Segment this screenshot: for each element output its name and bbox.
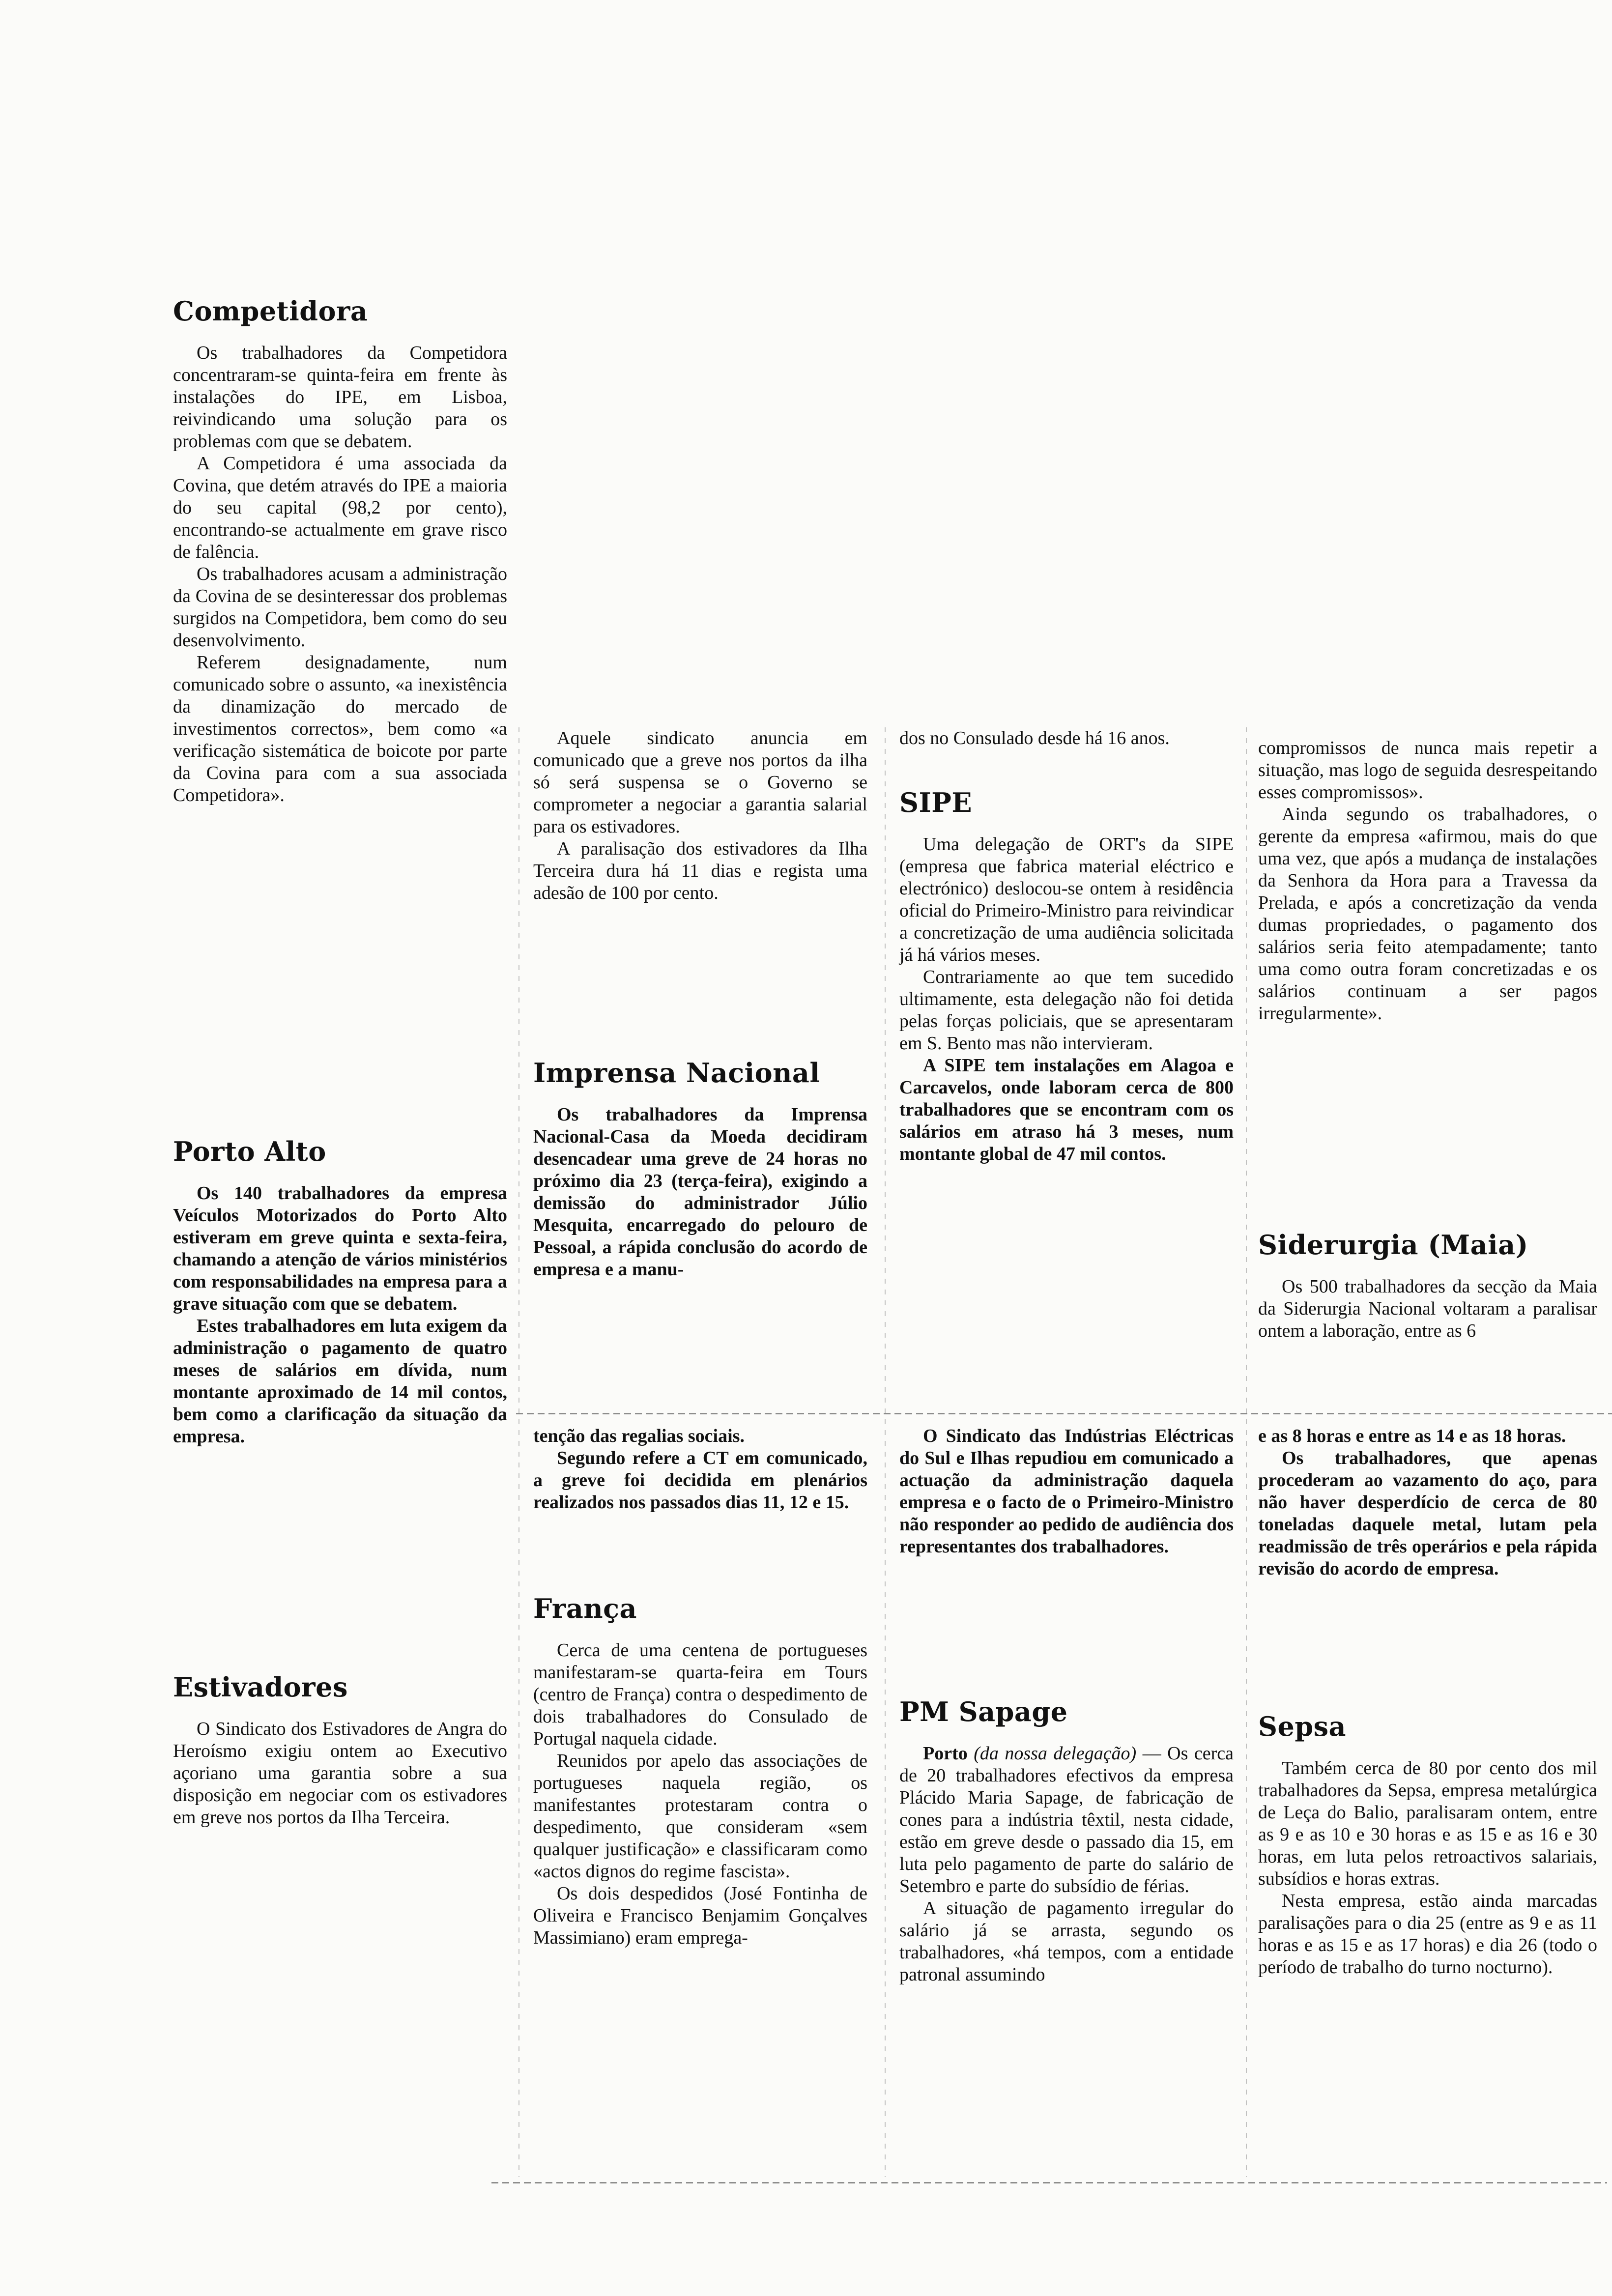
paragraph: Cerca de uma centena de portugueses manifestaram-se quarta-feira em Tours (centro de França) contra o despedimento de dois trabalhadores do Consulado de Portugal naquela cidade.: [533, 1640, 867, 1749]
paragraph: Os trabalhadores acusam a administração da Covina de se desinteressar dos problemas surgidos na Competidora, bem como do seu desenvolvimento.: [173, 564, 507, 651]
bottom-rule: [491, 2182, 1607, 2183]
article-porto-alto: [173, 1182, 507, 1448]
paragraph: Uma delegação de ORT's da SIPE (empresa que fabrica material eléctrico e electrónico) deslocou-se ontem à residência oficial do Primeiro-Ministro para reivindicar a concretização de uma audiência solicitada já há vários meses.: [899, 834, 1234, 965]
paragraph: Reunidos por apelo das associações de portugueses naquela região, os manifestantes protestaram contra o despedimento, que consideram «sem qualquer justificação» e classificaram como «actos dignos do regime fascista».: [533, 1751, 867, 1882]
column-divider: [1246, 727, 1247, 2177]
column-4-siderurgia-cont: [1258, 1425, 1597, 1580]
lead-place: Porto: [923, 1743, 968, 1764]
headline-estivadores: Estivadores: [173, 1671, 348, 1703]
paragraph: A Competidora é uma associada da Covina, que detém através do IPE a maioria do seu capital (98,2 por cento), encontrando-se actualmente em grave risco de falência.: [173, 453, 507, 562]
paragraph: dos no Consulado desde há 16 anos.: [899, 728, 1170, 748]
column-2-imprensa: [533, 1057, 867, 1281]
paragraph: Os trabalhadores, que apenas procederam ao vazamento do aço, para não haver desperdício de cerca de 80 toneladas daquele metal, lutam pela readmissão de três operários e pela rápida revisão do acordo de empresa.: [1258, 1448, 1597, 1579]
column-2-franca: [533, 1592, 867, 1949]
paragraph: Referem designadamente, num comunicado sobre o assunto, «a inexistência da dinamização do mercado de investimentos correctos», bem como «a verificação sistemática de boicote por parte da Covina para com a sua associada Competidora».: [173, 652, 507, 805]
paragraph: Os 500 trabalhadores da secção da Maia da Siderurgia Nacional voltaram a paralisar ontem a laboração, entre as 6: [1258, 1276, 1597, 1341]
headline-sepsa: Sepsa: [1258, 1711, 1347, 1742]
article-pm-sapage: [899, 1743, 1234, 1986]
column-divider: [518, 727, 519, 2177]
headline-pm-sapage: PM Sapage: [899, 1696, 1068, 1727]
headline-imprensa-nacional: Imprensa Nacional: [533, 1057, 820, 1089]
article-estivadores: [173, 1718, 507, 1829]
lead-credit: (da nossa delegação): [974, 1743, 1137, 1764]
column-4-sapage-cont: [1258, 737, 1597, 1025]
article-competidora: [173, 342, 507, 806]
lead-text: — Os cerca de 20 trabalhadores efectivos da empresa Plácido Maria Sapage, de fabricação de cones para a indústria têxtil, nesta cidade, estão em greve desde o passado dia 15, em luta pelo pagamento de parte do salário de Setembro e parte do subsídio de férias.: [899, 1743, 1234, 1896]
article-siderurgia: [1258, 1276, 1597, 1342]
column-3-sapage: [899, 1695, 1234, 1986]
headline-competidora: Competidora: [173, 295, 368, 327]
paragraph: O Sindicato dos Estivadores de Angra do Heroísmo exigiu ontem ao Executivo açoriano uma garantia sobre a sua disposição em negociar com os estivadores em greve nos portos da Ilha Terceira.: [173, 1719, 507, 1828]
headline-porto-alto: Porto Alto: [173, 1136, 326, 1167]
article-franca: [533, 1639, 867, 1949]
headline-franca: França: [533, 1593, 637, 1624]
column-1: [173, 295, 507, 806]
paragraph: Os dois despedidos (José Fontinha de Oliveira e Francisco Benjamim Gonçalves Massimiano) eram emprega-: [533, 1883, 867, 1948]
column-3-sipe: [899, 786, 1234, 1165]
column-3-sipe-cont: [899, 1425, 1234, 1558]
paragraph: Contrariamente ao que tem sucedido ultimamente, esta delegação não foi detida pelas forças policiais, que se apresentaram em S. Bento mas não intervieram.: [899, 967, 1234, 1054]
column-1-estivadores: [173, 1671, 507, 1829]
paragraph: A paralisação dos estivadores da Ilha Terceira dura há 11 dias e regista uma adesão de 100 por cento.: [533, 838, 867, 903]
article-sipe: [899, 833, 1234, 1165]
paragraph: Os trabalhadores da Imprensa Nacional-Casa da Moeda decidiram desencadear uma greve de 24 horas no próximo dia 23 (terça-feira), exigindo a demissão do administrador Júlio Mesquita, encarregado do pelouro de Pessoal, a rápida conclusão do acordo de empresa e a manu-: [533, 1104, 867, 1280]
paragraph: Os trabalhadores da Competidora concentraram-se quinta-feira em frente às instalações do IPE, em Lisboa, reivindicando uma solução para os problemas com que se debatem.: [173, 343, 507, 452]
paragraph: Também cerca de 80 por cento dos mil trabalhadores da Sepsa, empresa metalúrgica de Leça do Balio, paralisaram ontem, entre as 9 e as 10 e 30 horas e as 15 e as 16 e 30 horas, em luta pelos retroactivos salariais, subsídios e horas extras.: [1258, 1758, 1597, 1889]
column-2-estivadores-cont: [533, 727, 867, 904]
paragraph: compromissos de nunca mais repetir a situação, mas logo de seguida desrespeitando esses compromissos».: [1258, 738, 1597, 803]
paragraph: O Sindicato das Indústrias Eléctricas do Sul e Ilhas repudiou em comunicado a actuação da administração daquela empresa e o facto de o Primeiro-Ministro não responder ao pedido de audiência dos representantes dos trabalhadores.: [899, 1426, 1234, 1557]
paragraph: Segundo refere a CT em comunicado, a greve foi decidida em plenários realizados nos passados dias 11, 12 e 15.: [533, 1448, 867, 1513]
column-4-sepsa: [1258, 1710, 1597, 1979]
column-divider: [885, 727, 886, 2177]
paragraph: Nesta empresa, estão ainda marcadas paralisações para o dia 25 (entre as 9 e as 11 horas e as 15 e as 17 horas) e dia 26 (todo o período de trabalho do turno nocturno).: [1258, 1891, 1597, 1978]
headline-siderurgia: Siderurgia (Maia): [1258, 1229, 1528, 1261]
paragraph: tenção das regalias sociais.: [533, 1426, 745, 1446]
column-2-imprensa-cont: [533, 1425, 867, 1514]
article-imprensa-nacional: [533, 1104, 867, 1281]
article-sepsa: [1258, 1757, 1597, 1979]
column-4-siderurgia: [1258, 1229, 1597, 1342]
paragraph: A situação de pagamento irregular do salário já se arrasta, segundo os trabalhadores, «há tempos, com a entidade patronal assumindo: [899, 1898, 1234, 1985]
fold-rule: [516, 1413, 1612, 1414]
paragraph-lead: [899, 1743, 1234, 1897]
headline-sipe: SIPE: [899, 787, 973, 818]
column-1-porto-alto: [173, 1135, 507, 1448]
paragraph: Estes trabalhadores em luta exigem da administração o pagamento de quatro meses de salários em dívida, num montante aproximado de 14 mil contos, bem como a clarificação da situação da empresa.: [173, 1316, 507, 1447]
paragraph: e as 8 horas e entre as 14 e as 18 horas.: [1258, 1426, 1566, 1446]
paragraph: Os 140 trabalhadores da empresa Veículos Motorizados do Porto Alto estiveram em greve quinta e sexta-feira, chamando a atenção de vários ministérios com responsabilidades na empresa para a grave situação com que se debatem.: [173, 1183, 507, 1314]
paragraph: Ainda segundo os trabalhadores, o gerente da empresa «afirmou, mais do que uma vez, que após a mudança de instalações da Senhora da Hora para a Travessa da Prelada, e após a concretização da venda dumas propriedades, o pagamento dos salários seria feito atempadamente; tanto uma como outra foram concretizadas e os salários continuam a ser pagos irregularmente».: [1258, 804, 1597, 1024]
paragraph: Aquele sindicato anuncia em comunicado que a greve nos portos da ilha só será suspensa se o Governo se comprometer a negociar a garantia salarial para os estivadores.: [533, 728, 867, 837]
paragraph: A SIPE tem instalações em Alagoa e Carcavelos, onde laboram cerca de 800 trabalhadores que se encontram com os salários em atraso há 3 meses, num montante global de 47 mil contos.: [899, 1055, 1234, 1164]
column-3-franca-cont: [899, 727, 1234, 749]
